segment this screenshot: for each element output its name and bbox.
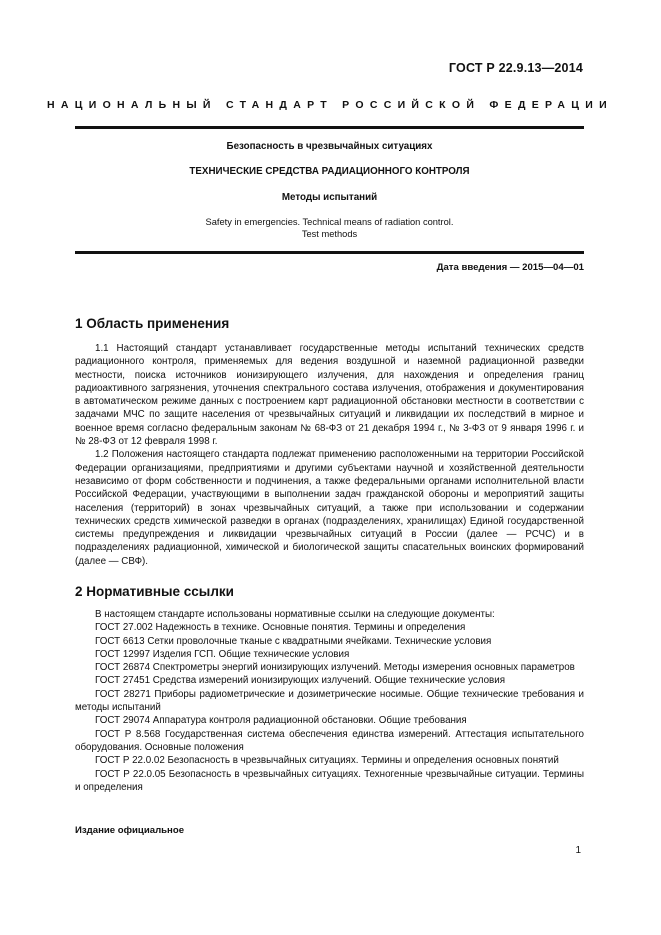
title-rule-top <box>75 126 584 129</box>
title-english-line2: Test methods <box>301 229 358 239</box>
reference-item: ГОСТ Р 22.0.05 Безопасность в чрезвычайных ситуациях. Техногенные чрезвычайные ситуации. Термины и определения <box>75 768 584 793</box>
title-main: Безопасность в чрезвычайных ситуациях <box>226 141 433 152</box>
title-english-line1: Safety in emergencies. Technical means of radiation control. <box>205 217 454 227</box>
reference-item: ГОСТ 6613 Сетки проволочные тканые с квадратными ячейками. Технические условия <box>95 635 492 647</box>
reference-item: ГОСТ 29074 Аппаратура контроля радиационной обстановки. Общие требования <box>95 715 467 727</box>
page-number: 1 <box>575 845 581 856</box>
reference-item: ГОСТ Р 22.0.02 Безопасность в чрезвычайных ситуациях. Термины и определения основных понятий <box>95 755 559 767</box>
reference-item: ГОСТ Р 8.568 Государственная система обеспечения единства измерений. Аттестация испытательного оборудования. Основные положения <box>75 728 584 753</box>
title-rule-bottom <box>75 251 584 254</box>
reference-item: ГОСТ 26874 Спектрометры энергий ионизирующих излучений. Методы измерения основных параметров <box>95 662 575 674</box>
paragraph: В настоящем стандарте использованы нормативные ссылки на следующие документы: <box>95 609 495 620</box>
title-upper: ТЕХНИЧЕСКИЕ СРЕДСТВА РАДИАЦИОННОГО КОНТРОЛЯ <box>189 166 470 177</box>
introduction-date: Дата введения — 2015—04—01 <box>436 262 584 273</box>
document-code: ГОСТ Р 22.9.13—2014 <box>448 61 583 75</box>
section-body-scope <box>75 342 584 568</box>
reference-item: ГОСТ 27.002 Надежность в технике. Основные понятия. Термины и определения <box>95 622 466 634</box>
reference-item: ГОСТ 27451 Средства измерений ионизирующих излучений. Общие технические условия <box>95 675 506 687</box>
paragraph: 1.1 Настоящий стандарт устанавливает государственные методы испытаний технических средств радиационного контроля, применяемых для ведения воздушной и наземной радиационной разведки местности, поиска источников ионизирующего излучения, для нахождения и определения границ радиоактивного загрязнения, уточнения спектрального состава излучения, отображения и документирования в автоматическом режиме данных с построением карт радиационной обстановки местности в соответствии с задачами МЧС по защите населения от чрезвычайных ситуаций и ликвидации их последствий в мирное и военное время согласно федеральным законам № 68-ФЗ от 21 декабря 1994 г., № 3-ФЗ от 9 января 1996 г. и № 28-ФЗ от 12 февраля 1998 г. <box>75 343 584 448</box>
national-standard-banner: НАЦИОНАЛЬНЫЙ СТАНДАРТ РОССИЙСКОЙ ФЕДЕРАЦИИ <box>47 99 613 111</box>
paragraph: 1.2 Положения настоящего стандарта подлежат применению расположенными на территории Российской Федерации организациями, предприятиями и другими субъектами научной и хозяйственной деятельности независимо от форм собственности и подчинения, а также федеральными органами исполнительной власти Российской Федерации, участвующими в выполнении задач гражданской обороны и мероприятий защиты населения (территорий) в зонах чрезвычайных ситуаций, а также при использовании и содержании технических средств химической разведки в органах (подразделениях, хранилищах) Единой государственной системы предупреждения и ликвидации чрезвычайных ситуаций в России (далее — РСЧС) и в подразделениях радиационной, химической и биологической защиты спасательных воинских формирований (далее — СВФ). <box>75 449 584 567</box>
official-edition-note: Издание официальное <box>75 825 185 836</box>
section-heading-scope: 1 Область применения <box>75 316 230 331</box>
section-heading-normative-references: 2 Нормативные ссылки <box>75 584 234 599</box>
reference-item: ГОСТ 12997 Изделия ГСП. Общие технические условия <box>95 648 350 660</box>
title-subtitle: Методы испытаний <box>281 192 378 203</box>
reference-item: ГОСТ 28271 Приборы радиометрические и дозиметрические носимые. Общие технические требования и методы испытаний <box>75 688 584 714</box>
section-body-normative-references <box>75 608 584 794</box>
